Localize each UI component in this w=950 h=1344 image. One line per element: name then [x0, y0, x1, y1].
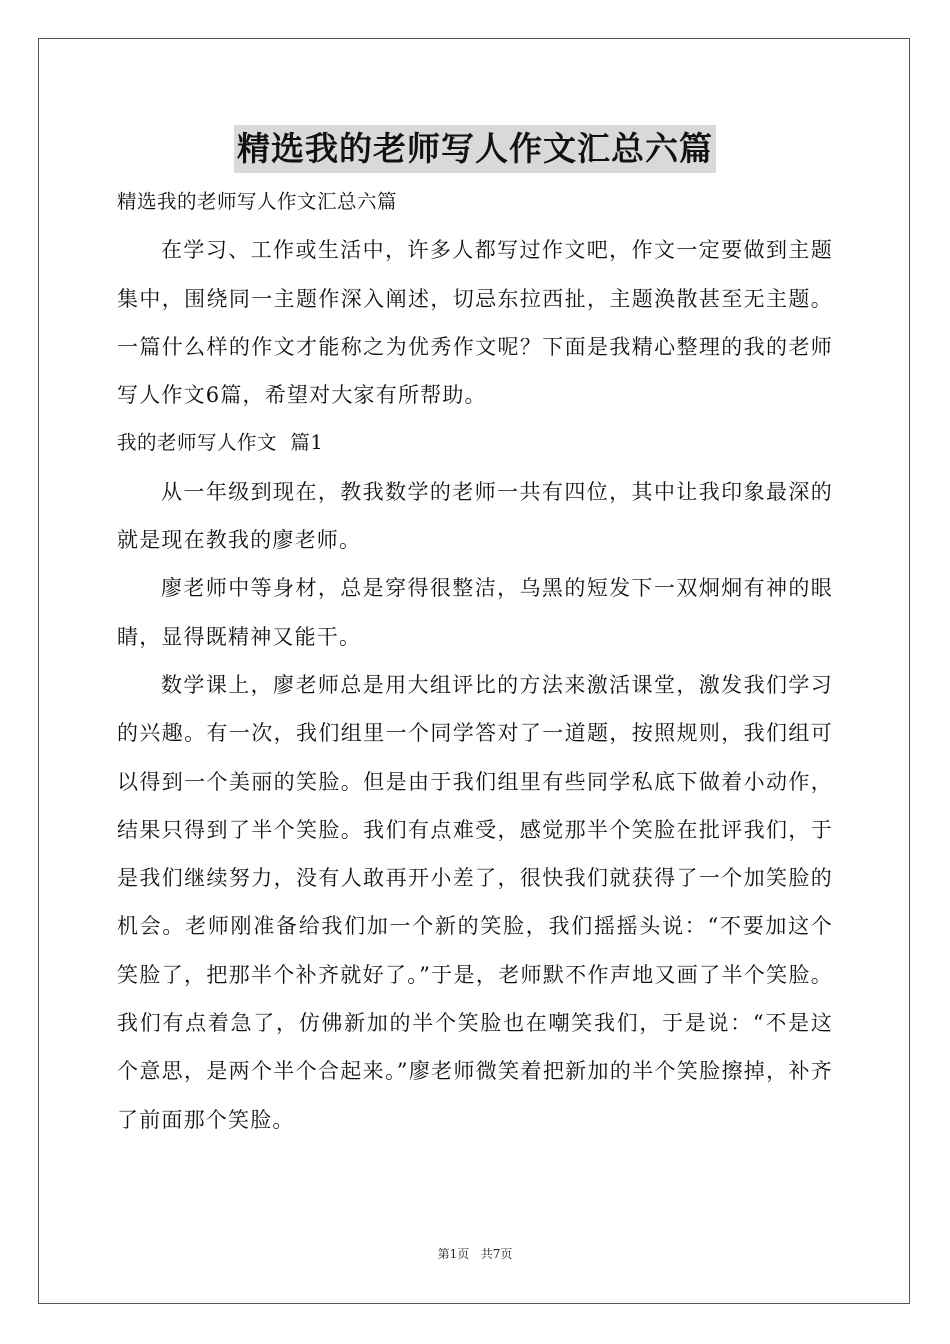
body-paragraph-1: 从一年级到现在，教我数学的老师一共有四位，其中让我印象最深的就是现在教我的廖老师。 — [117, 479, 833, 553]
document-body — [117, 178, 833, 1144]
intro-paragraph: 在学习、工作或生活中，许多人都写过作文吧，作文一定要做到主题集中，围绕同一主题作深入阐述，切忌东拉西扯，主题涣散甚至无主题。一篇什么样的作文才能称之为优秀作文呢？下面是我精心整理的我的老师写人作文6篇，希望对大家有所帮助。 — [117, 238, 833, 408]
page-footer: 第1页 共7页 — [437, 1247, 513, 1261]
title-container — [0, 125, 950, 173]
body-paragraph-3: 数学课上，廖老师总是用大组评比的方法来激活课堂，激发我们学习的兴趣。有一次，我们组里一个同学答对了一道题，按照规则，我们组可以得到一个美丽的笑脸。但是由于我们组里有些同学私底下做着小动作，结果只得到了半个笑脸。我们有点难受，感觉那半个笑脸在批评我们，于是我们继续努力，没有人敢再开小差了，很快我们就获得了一个加笑脸的机会。老师刚准备给我们加一个新的笑脸，我们摇摇头说：“不要加这个笑脸了，把那半个补齐就好了。”于是，老师默不作声地又画了半个笑脸。我们有点着急了，仿佛新加的半个笑脸也在嘲笑我们，于是说：“不是这个意思，是两个半个合起来。”廖老师微笑着把新加的半个笑脸擦掉，补齐了前面那个笑脸。 — [117, 672, 833, 1132]
document-title: 精选我的老师写人作文汇总六篇 — [234, 125, 716, 173]
section-heading: 我的老师写人作文 篇1 — [117, 431, 324, 455]
body-paragraph-2: 廖老师中等身材，总是穿得很整洁，乌黑的短发下一双炯炯有神的眼睛，显得既精神又能干。 — [117, 576, 833, 649]
document-subtitle: 精选我的老师写人作文汇总六篇 — [117, 190, 398, 213]
